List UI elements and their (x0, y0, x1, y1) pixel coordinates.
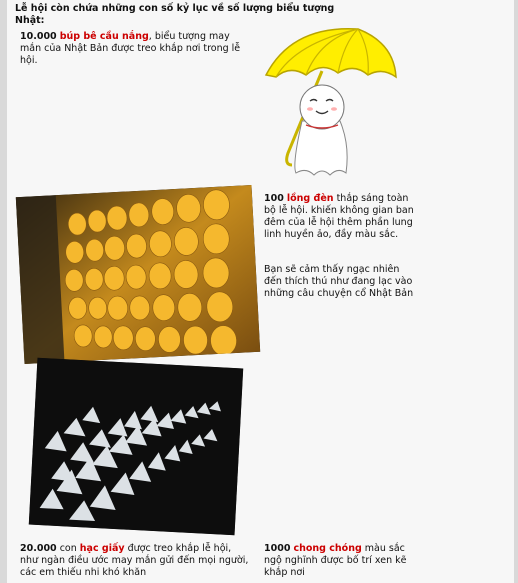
paper-cranes-photo (29, 358, 243, 536)
lanterns-highlight[interactable]: lồng đèn (286, 193, 334, 204)
teru-teru-bozu-umbrella-icon (262, 25, 398, 185)
cranes-mid: con (56, 543, 80, 554)
dolls-highlight[interactable]: búp bê cầu nắng (59, 31, 149, 42)
cranes-paragraph (20, 543, 250, 579)
lanterns-paragraph-2: Bạn sẽ cảm thấy ngạc nhiên đến thích thú như đang lạc vào những câu chuyện cổ Nhật Bản (264, 264, 414, 299)
lanterns-rest: thắp sáng toàn bộ lễ hội. khiến không gian ban đêm của lễ hội thêm phần lung linh huyền ảo, đầy màu sắc. (264, 193, 414, 240)
intro-text: Lễ hội còn chứa những con số kỷ lục về số lượng biểu tượng Nhật: (15, 3, 335, 26)
lantern-wall-photo (16, 185, 260, 364)
left-border (0, 0, 7, 583)
carts-rest: màu sắc ngộ nghĩnh được bố trí xen kẽ khắp nơi (264, 543, 407, 578)
scrollbar-edge[interactable] (514, 0, 518, 583)
carts-paragraph (264, 543, 424, 579)
cranes-highlight[interactable]: hạc giấy (79, 543, 125, 554)
carts-highlight[interactable]: chong chóng (293, 543, 362, 554)
dolls-paragraph (20, 31, 252, 67)
dolls-count: 10.000 (20, 31, 57, 42)
dolls-rest: , biểu tượng may mắn của Nhật Bản được treo khắp nơi trong lễ hội. (20, 31, 241, 66)
lanterns-count: 100 (264, 193, 284, 204)
cranes-count: 20.000 (20, 543, 57, 554)
lanterns-paragraph (264, 193, 414, 241)
cranes-rest: được treo khắp lễ hội, như ngàn điều ước may mắn gửi đến mọi người, các em thiếu nhi khó khăn (20, 543, 249, 578)
carts-count: 1000 (264, 543, 291, 554)
